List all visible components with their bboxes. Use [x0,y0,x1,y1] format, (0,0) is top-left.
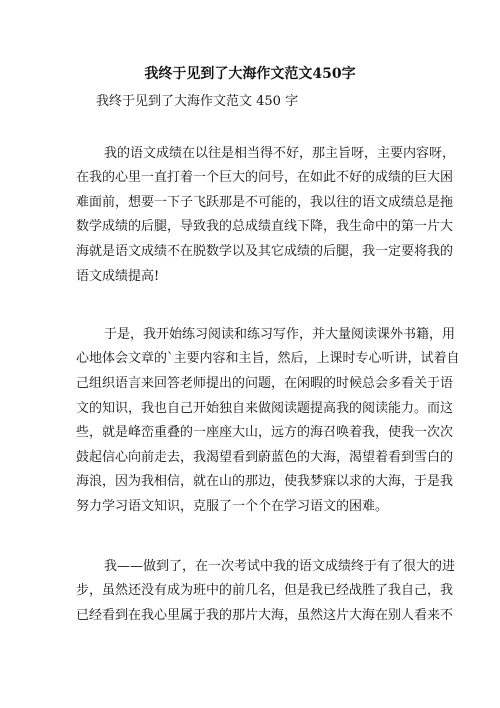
paragraph-line: 于是，我开始练习阅读和练习写作，并大量阅读课外书籍，用 [104,327,456,342]
document-title: 我终于见到了大海作文范文450字 [144,66,356,82]
paragraph-line: 海浪，因为我相信，就在山的那边，使我梦寐以求的大海，于是我 [76,474,454,489]
paragraph-line: 文的知识，我也自己开始独自来做阅读题提高我的阅读能力。而这 [76,401,454,416]
paragraph-line: 己组织语言来回答老师提出的问题，在闲暇的时候总会多看关于语 [76,376,454,391]
paragraph-line: 鼓起信心向前走去，我渴望看到蔚蓝色的大海，渴望着看到雪白的 [76,450,454,465]
paragraph-line: 努力学习语文知识，克服了一个个在学习语文的困难。 [76,499,389,514]
paragraph-line: 语文成绩提高! [76,269,160,284]
paragraph-line: 海就是语文成绩不在脱数学以及其它成绩的后腿，我一定要将我的 [76,244,454,259]
paragraph-line: 已经看到在我心里属于我的那片大海，虽然这片大海在别人看来不 [76,608,454,623]
document-subtitle: 我终于见到了大海作文范文 450 字 [96,94,299,109]
paragraph-line: 心地体会文章的`主要内容和主旨，然后，上课时专心听讲，试着自 [76,351,460,366]
paragraph-line: 我的语文成绩在以往是相当得不好，那主旨呀，主要内容呀， [104,146,456,161]
paragraph-line: 我——做到了，在一次考试中我的语文成绩终于有了很大的进 [104,559,456,574]
paragraph-line: 些，就是峰峦重叠的一座座大山，远方的海召唤着我，使我一次次 [76,425,454,440]
paragraph-line: 难面前，想要一下子飞跃那是不可能的，我以往的语文成绩总是拖 [76,195,454,210]
paragraph-line: 步，虽然还没有成为班中的前几名，但是我已经战胜了我自己，我 [76,583,454,598]
paragraph-line: 数学成绩的后腿，导致我的总成绩直线下降，我生命中的第一片大 [76,219,454,234]
paragraph-line: 在我的心里一直打着一个巨大的问号，在如此不好的成绩的巨大困 [76,170,454,185]
